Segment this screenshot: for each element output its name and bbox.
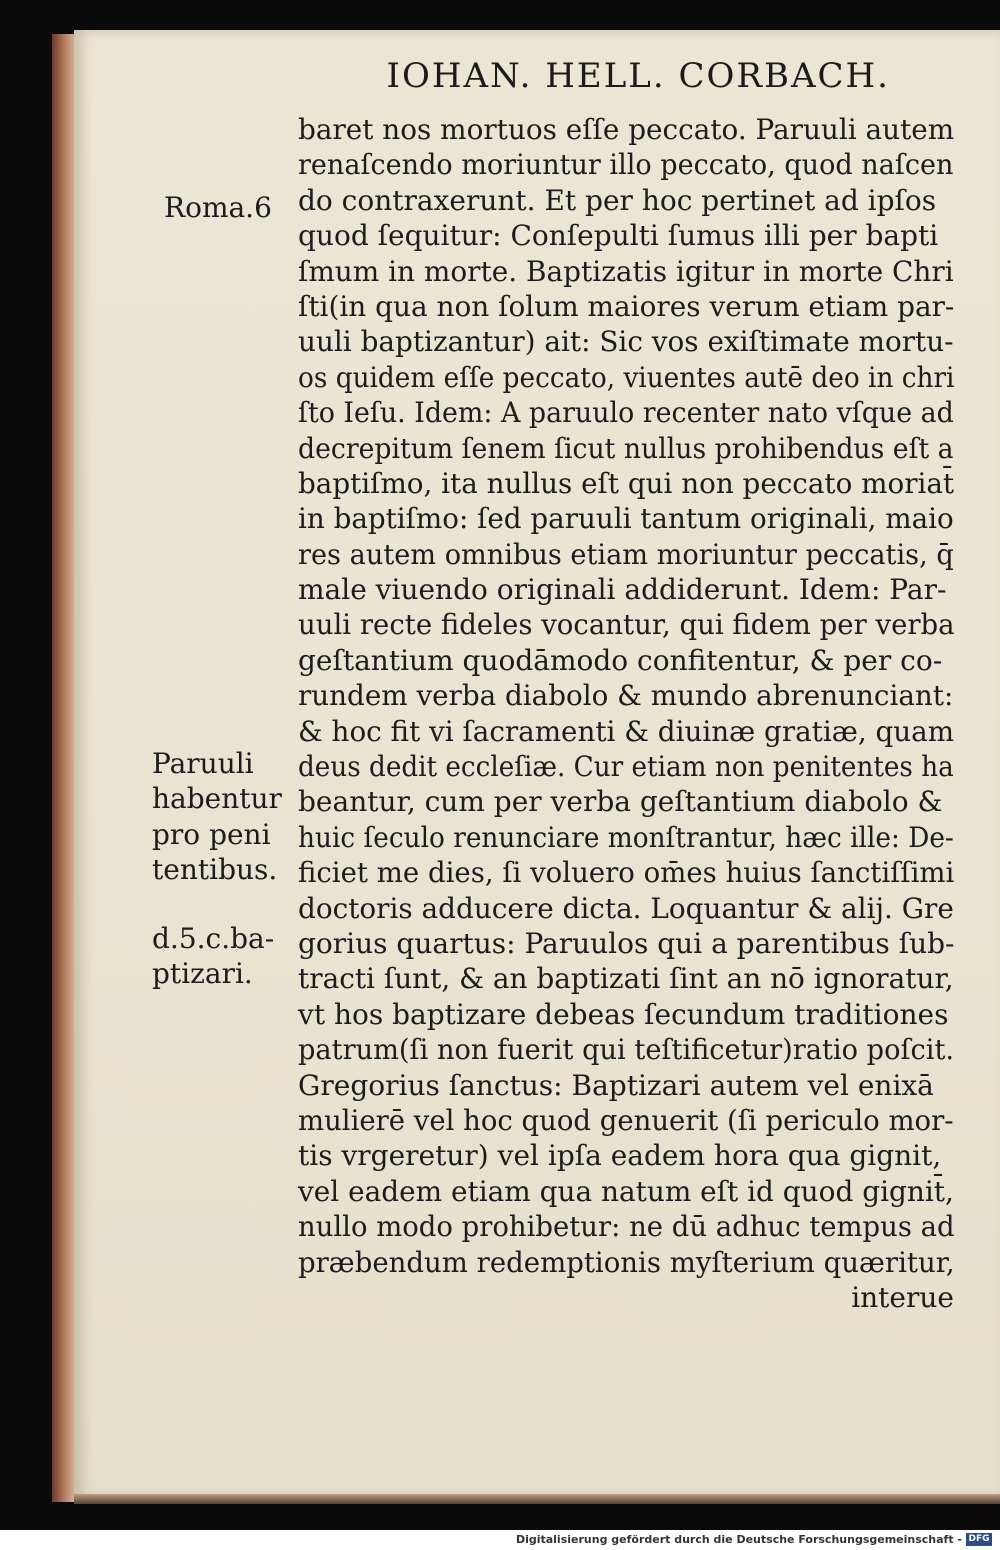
- text-line: tracti ſunt, & an baptizati ſint an nō ignoratur,: [298, 962, 954, 996]
- text-line: quod ſequitur: Conſepulti ſumus illi per bapti: [298, 219, 939, 253]
- text-line: vt hos baptizare debeas ſecundum traditiones: [298, 997, 949, 1031]
- text-line: decrepitum ſenem ſicut nullus prohibendus eſt a: [298, 431, 954, 465]
- text-line: os quidem eſſe peccato, viuentes autē deo in chri: [298, 360, 955, 394]
- text-line: ſmum in morte. Baptizatis igitur in morte Chri: [298, 254, 954, 288]
- text-line: deus dedit eccleſiæ. Cur etiam non penitentes ha: [298, 750, 954, 784]
- text-line: uuli recte fideles vocantur, qui fidem per verba: [298, 608, 955, 642]
- margin-note-line: Paruuli: [152, 747, 254, 780]
- margin-note-line: d.5.c.ba-: [152, 922, 275, 955]
- text-line: ſto Ieſu. Idem: A paruulo recenter nato vſque ad: [298, 396, 954, 430]
- footer-bar: [0, 1530, 1000, 1550]
- text-line: ficiet me dies, ſi voluero om̄es huius ſanctiſſimi: [298, 856, 955, 890]
- margin-note-roma: Roma.6: [164, 191, 272, 224]
- dfg-logo: DFG: [966, 1533, 992, 1546]
- text-line: patrum(ſi non fuerit qui teſtificetur)ratio poſcit.: [298, 1033, 955, 1067]
- text-line: uuli baptizantur) ait: Sic vos exiſtimate mortu-: [298, 325, 954, 359]
- text-line: rundem verba diabolo & mundo abrenunciant:: [298, 679, 954, 713]
- text-line: doctoris adducere dicta. Loquantur & alij. Gre: [298, 891, 954, 925]
- catchword: interue: [851, 1280, 954, 1314]
- margin-note-line: ptizari.: [152, 957, 253, 991]
- margin-note-line: tentibus.: [152, 853, 278, 887]
- footer-credit: Digitalisierung gefördert durch die Deutsche Forschungsgemeinschaft -: [515, 1533, 962, 1546]
- text-line: nullo modo prohibetur: ne dū adhuc tempus ad: [298, 1210, 955, 1244]
- margin-note-paruuli: [152, 746, 282, 888]
- running-head: IOHAN. HELL. CORBACH.: [386, 56, 890, 96]
- text-line: in baptiſmo: ſed paruuli tantum originali, maio: [298, 502, 954, 536]
- page-bottom-edge: [74, 1494, 1000, 1504]
- margin-note-decree: [152, 921, 274, 992]
- text-line: baptiſmo, ita nullus eſt qui non peccato moriat̄: [298, 466, 955, 500]
- margin-note-line: pro peni: [152, 817, 271, 851]
- text-line: vel eadem etiam qua natum eſt id quod gignit̄,: [298, 1174, 954, 1208]
- text-line: præbendum redemptionis myſterium quæritur,: [298, 1245, 955, 1279]
- text-line: ſti(in qua non ſolum maiores verum etiam par-: [298, 289, 955, 323]
- text-line: res autem omnibus etiam moriuntur peccatis, q̄: [298, 537, 954, 571]
- text-line: baret nos mortuos eſſe peccato. Paruuli autem: [298, 113, 955, 146]
- text-line: mulierē vel hoc quod genuerit (ſi periculo mor-: [298, 1103, 954, 1137]
- text-line: Gregorius ſanctus: Baptizari autem vel enixā: [298, 1068, 934, 1102]
- text-line: tis vrgeretur) vel ipſa eadem hora qua gignit,: [298, 1139, 942, 1173]
- text-line: huic ſeculo renunciare monſtrantur, hæc ille: De-: [298, 820, 954, 854]
- text-line: male viuendo originali addiderunt. Idem: Par-: [298, 573, 947, 607]
- text-line: geſtantium quodāmodo confitentur, & per co-: [298, 643, 943, 677]
- text-line: renaſcendo moriuntur illo peccato, quod naſcen: [298, 148, 954, 182]
- text-line: do contraxerunt. Et per hoc pertinet ad ipſos: [298, 183, 937, 217]
- margin-note-line: habentur: [152, 782, 282, 816]
- text-line: & hoc fit vi ſacramenti & diuinæ gratiæ, quam: [298, 714, 955, 748]
- text-line: gorius quartus: Paruulos qui a parentibus ſub-: [298, 926, 955, 960]
- body-text: [298, 112, 954, 1315]
- text-line: beantur, cum per verba geſtantium diabolo &: [298, 785, 943, 819]
